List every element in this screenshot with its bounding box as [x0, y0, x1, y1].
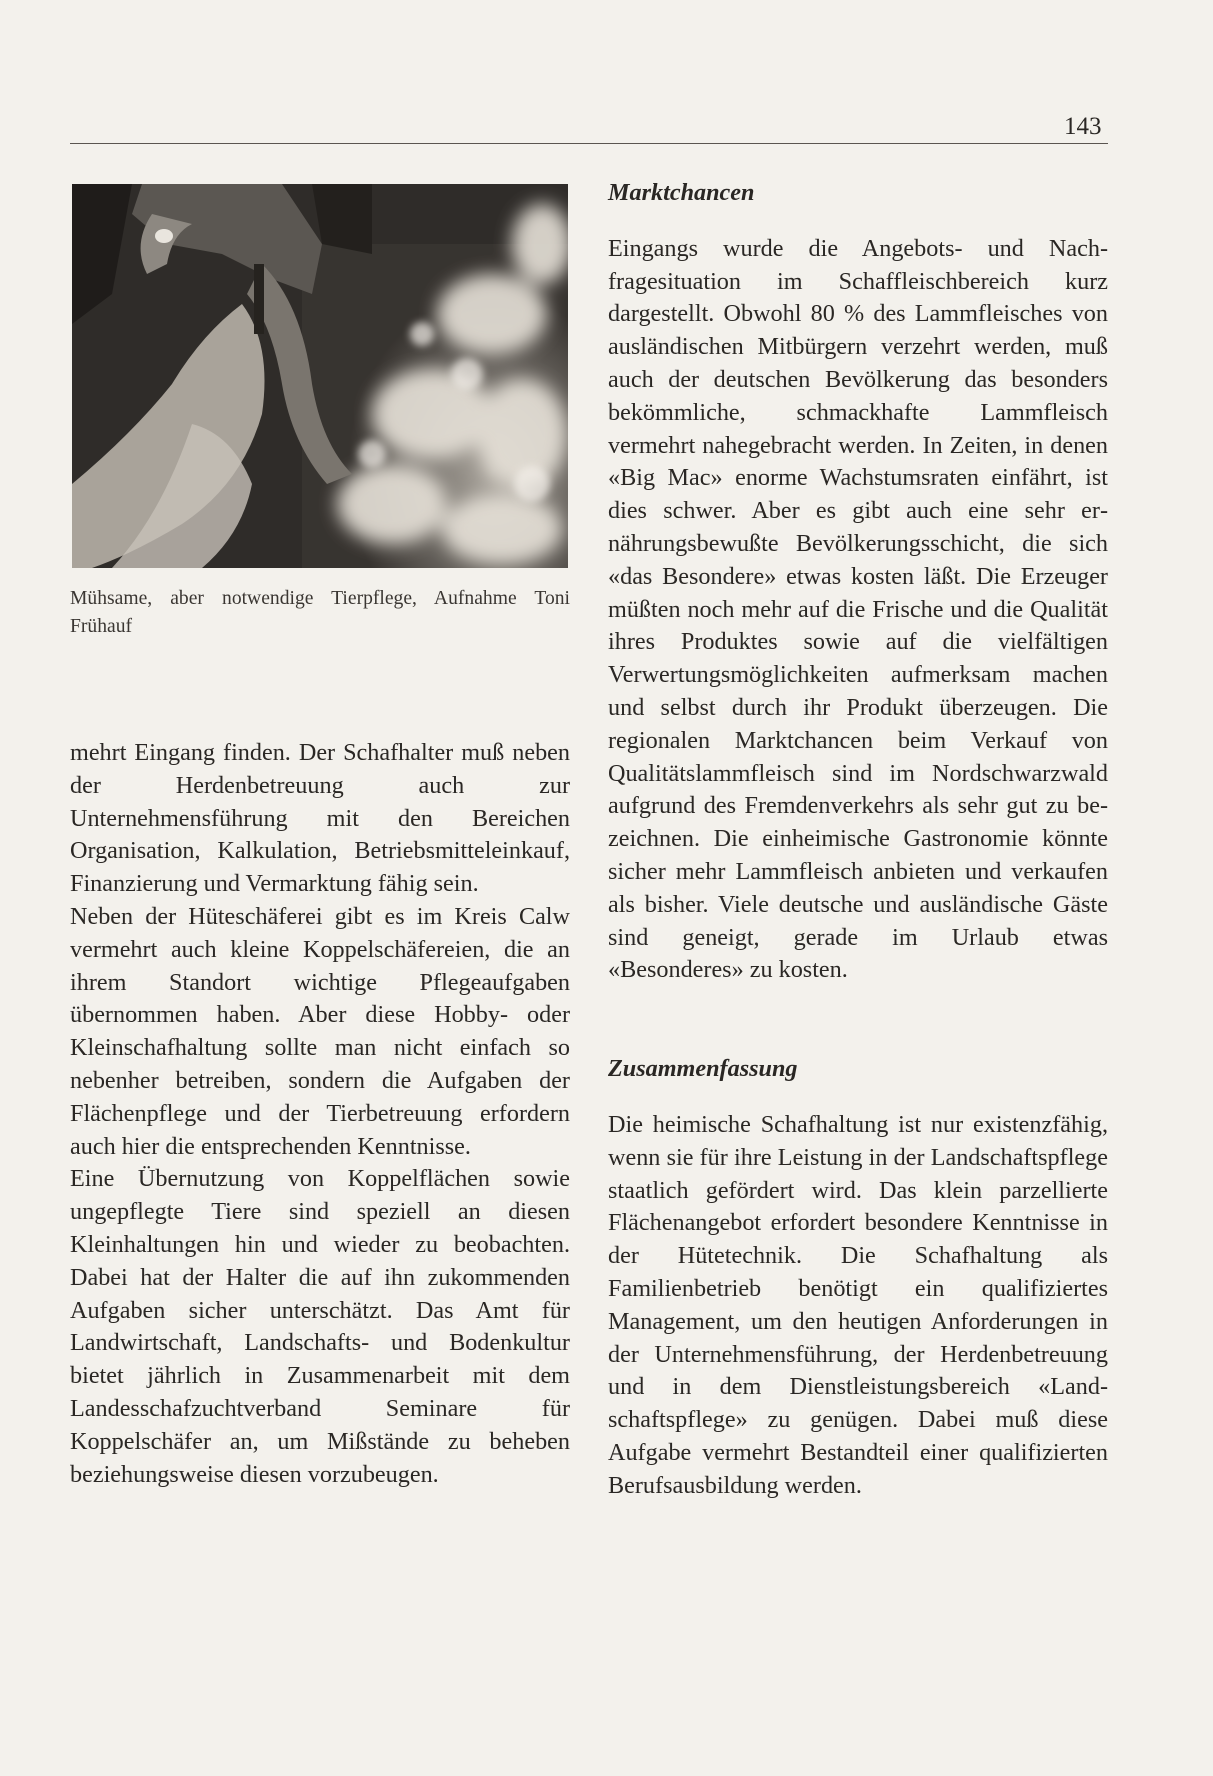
right-column [608, 177, 1108, 1502]
sheep-care-photo [72, 184, 568, 568]
marktchancen-paragraph: Eingangs wurde die Angebots- und Nachfragesituation im Schaffleischbereich kurz dargestellt. Obwohl 80 % des Lammfleisches von ausländischen Mitbürgern verzehrt werden, muß auch der deutschen Bevölkerung das besonders bekömmliche, schmackhafte Lammfleisch vermehrt nahegebracht werden. In Zeiten, in denen «Big Mac» enorme Wachstumsraten einfährt, ist dies schwer. Aber es gibt auch eine sehr ernährungsbewußte Bevölkerungsschicht, die sich «das Besondere» etwas kosten läßt. Die Erzeuger müßten noch mehr auf die Frische und die Qualität ihres Produktes sowie auf die vielfältigen Verwertungsmöglichkeiten aufmerksam machen und selbst durch ihr Produkt überzeugen. Die regionalen Marktchancen beim Verkauf von Qualitätslammfleisch sind im Nordschwarzwald aufgrund des Fremdenverkehrs als sehr gut zu bezeichnen. Die einheimische Gastronomie könnte sicher mehr Lammfleisch anbieten und verkaufen als bisher. Viele deutsche und ausländische Gäste sind geneigt, gerade im Urlaub etwas «Besonderes» zu kosten. [608, 234, 1108, 984]
section-heading-zusammenfassung: Zusammenfassung [608, 1055, 798, 1083]
page-number: 143 [1064, 113, 1102, 140]
left-column [70, 737, 570, 1491]
header-rule [70, 143, 1108, 144]
left-paragraph-2: Neben der Hüteschäferei gibt es im Kreis Calw vermehrt auch kleine Koppelschäfereien, die an ihrem Standort wichtige Pflegeaufgaben übernommen haben. Aber diese Hobby- oder Kleinschafhaltung sollte man nicht einfach so nebenher betreiben, sondern die Aufgaben der Flächenpflege und der Tierbetreuung erfordern auch hier die entsprechenden Kenntnisse. [70, 902, 570, 1160]
photo-caption: Mühsame, aber notwendige Tierpflege, Aufnahme Toni Frühauf [70, 588, 570, 637]
photo-image [72, 184, 568, 568]
left-paragraph-1: mehrt Eingang finden. Der Schafhalter muß neben der Herdenbetreuung auch zur Unternehmensführung mit den Bereichen Organisation, Kalkulation, Betriebsmitteleinkauf, Finanzierung und Vermarktung fähig sein. [70, 739, 570, 898]
left-paragraph-3: Eine Übernutzung von Koppelflächen sowie ungepflegte Tiere sind speziell an diesen Kleinhaltungen hin und wieder zu beobachten. Dabei hat der Halter die auf ihn zukommenden Aufgaben sicher unterschätzt. Das Amt für Landwirtschaft, Landschafts- und Bodenkultur bietet jährlich in Zusammenarbeit mit dem Landesschafzuchtverband Seminare für Koppelschäfer an, um Mißstände zu beheben beziehungsweise diesen vorzubeugen. [70, 1165, 570, 1488]
zusammenfassung-paragraph: Die heimische Schafhaltung ist nur existenzfähig, wenn sie für ihre Leistung in der Landschaftspflege staatlich gefördert wird. Das klein parzellierte Flächenangebot erfordert besondere Kenntnisse in der Hütetechnik. Die Schafhaltung als Familienbetrieb benötigt ein qualifiziertes Management, um den heutigen Anforderungen in der Unternehmensführung, der Herdenbetreuung und in dem Dienstleistungsbereich «Landschaftspflege» zu genügen. Dabei muß diese Aufgabe vermehrt Bestandteil einer qualifizierten Berufsausbildung werden. [608, 1110, 1108, 1499]
section-heading-marktchancen: Marktchancen [608, 179, 755, 206]
